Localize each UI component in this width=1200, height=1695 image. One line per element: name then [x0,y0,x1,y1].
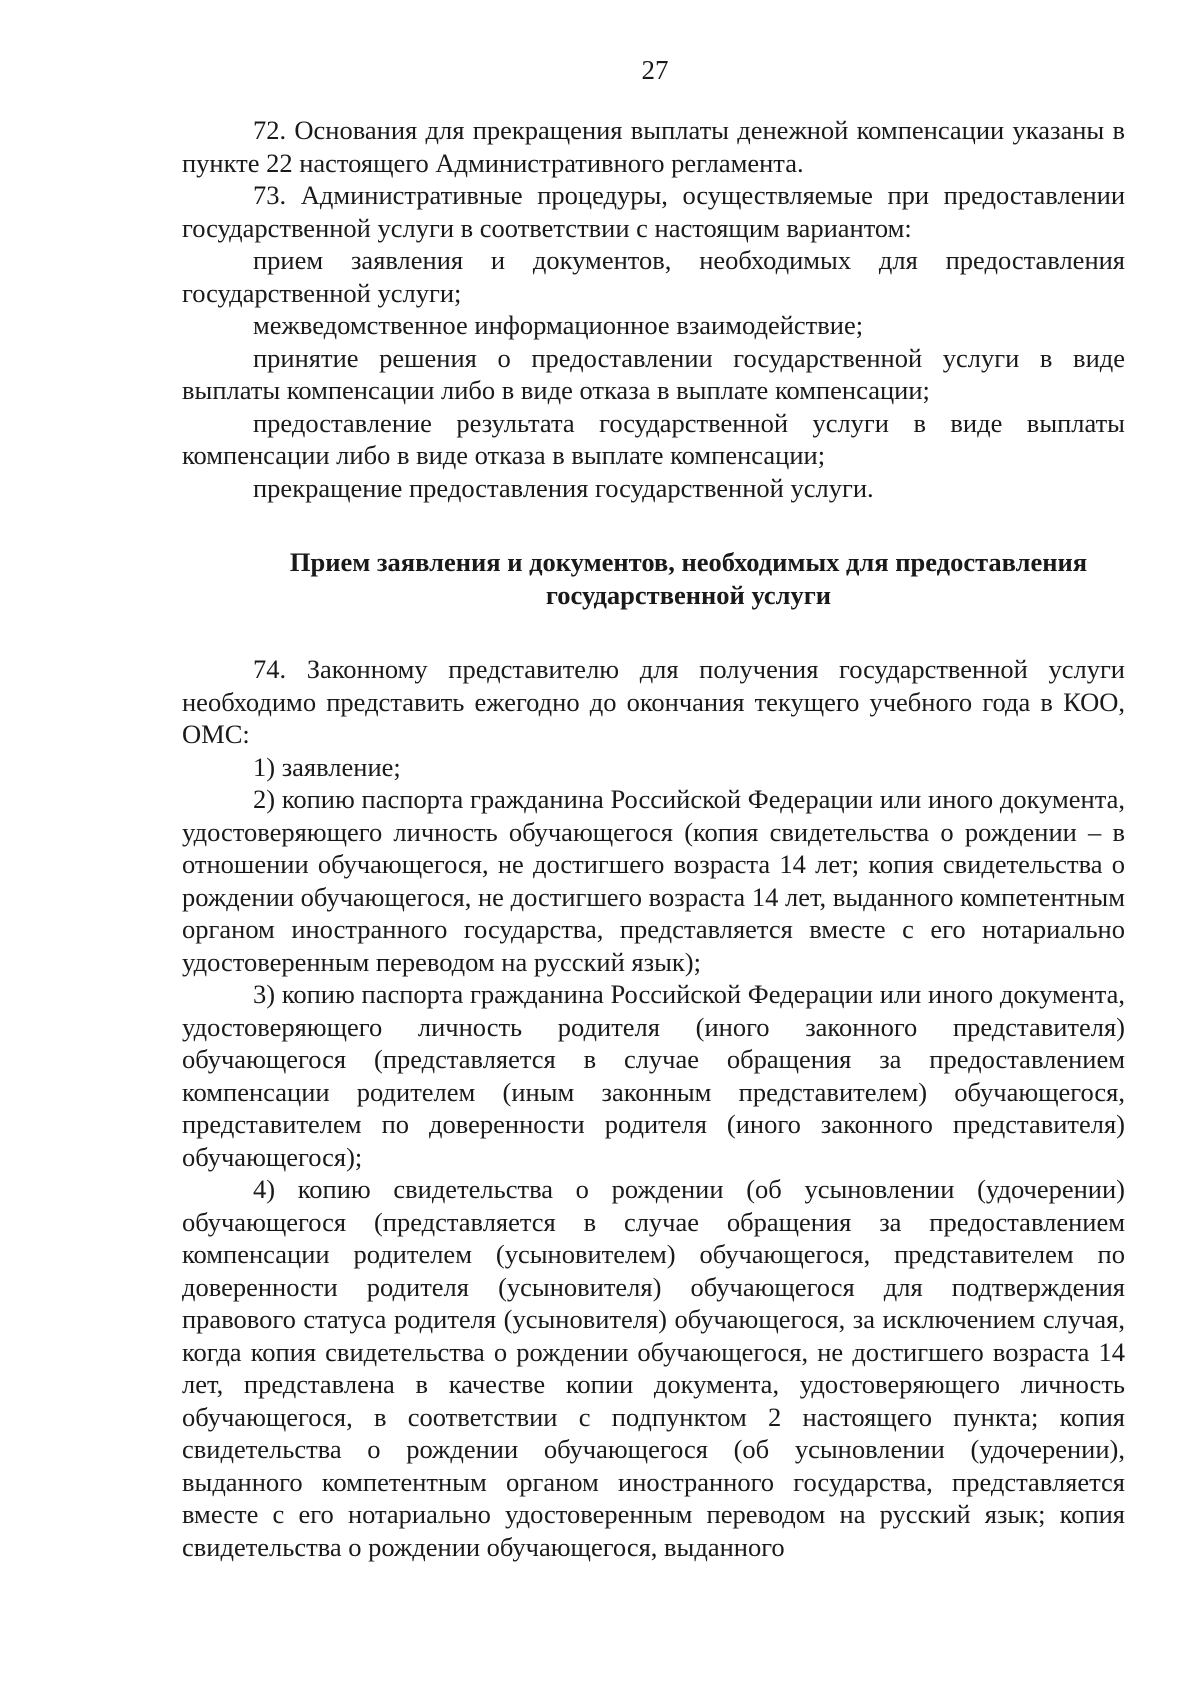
page-number: 27 [641,55,669,85]
list-item-document-4: 4) копию свидетельства о рождении (об усыновлении (удочерении) обучающегося (представляется в случае обращения за предоставлением компенсации родителем (усыновителем) обучающегося, представителем по доверенности родителя (усыновителя) обучающегося для подтверждения правового статуса родителя (усыновителя) обучающегося, за исключением случая, когда копия свидетельства о рождении обучающегося, не достигшего возраста 14 лет, представлена в качестве копии документа, удостоверяющего личность обучающегося, в соответствии с подпунктом 2 настоящего пункта; копия свидетельства о рождении обучающегося (об усыновлении (удочерении), выданного компетентным органом иностранного государства, представляется вместе с его нотариально удостоверенным переводом на русский язык; копия свидетельства о рождении обучающегося, выданного [182,1174,1125,1562]
section-heading-line-1: Прием заявления и документов, необходимых для предоставления [289,547,1088,577]
list-item-procedure-3: принятие решения о предоставлении государственной услуги в виде выплаты компенсации либо в виде отказа в выплате компенсации; [182,342,1125,405]
list-item-document-1: 1) заявление; [253,751,401,782]
paragraph-73: 73. Административные процедуры, осуществляемые при предоставлении государственной услуги в соответствии с настоящим вариантом: [182,180,1125,243]
list-item-procedure-1: прием заявления и документов, необходимых для предоставления государственной услуги; [182,245,1125,308]
section-heading-line-2: государственной услуги [545,579,832,610]
paragraph-74: 74. Законному представителю для получения государственной услуги необходимо представить ежегодно до окончания текущего учебного года в КОО, ОМС: [182,654,1125,749]
list-item-document-3: 3) копию паспорта гражданина Российской Федерации или иного документа, удостоверяющего личность родителя (иного законного представителя) обучающегося (представляется в случае обращения за предоставлением компенсации родителем (иным законным представителем) обучающегося, представителем по доверенности родителя (иного законного представителя) обучающегося); [182,979,1125,1172]
list-item-document-2: 2) копию паспорта гражданина Российской Федерации или иного документа, удостоверяющего личность обучающегося (копия свидетельства о рождении – в отношении обучающегося, не достигшего возраста 14 лет; копия свидетельства о рождении обучающегося, не достигшего возраста 14 лет, выданного компетентным органом иностранного государства, представляется вместе с его нотариально удостоверенным переводом на русский язык); [182,784,1125,977]
list-item-procedure-4: предоставление результата государственной услуги в виде выплаты компенсации либо в виде отказа в выплате компенсации; [182,407,1125,470]
section-heading [182,546,1125,611]
list-item-procedure-2: межведомственное информационное взаимодействие; [253,310,864,340]
paragraph-72: 72. Основания для прекращения выплаты денежной компенсации указаны в пункте 22 настоящего Административного регламента. [182,115,1125,178]
list-item-procedure-5: прекращение предоставления государственной услуги. [253,472,874,503]
document-body [182,114,1125,1563]
